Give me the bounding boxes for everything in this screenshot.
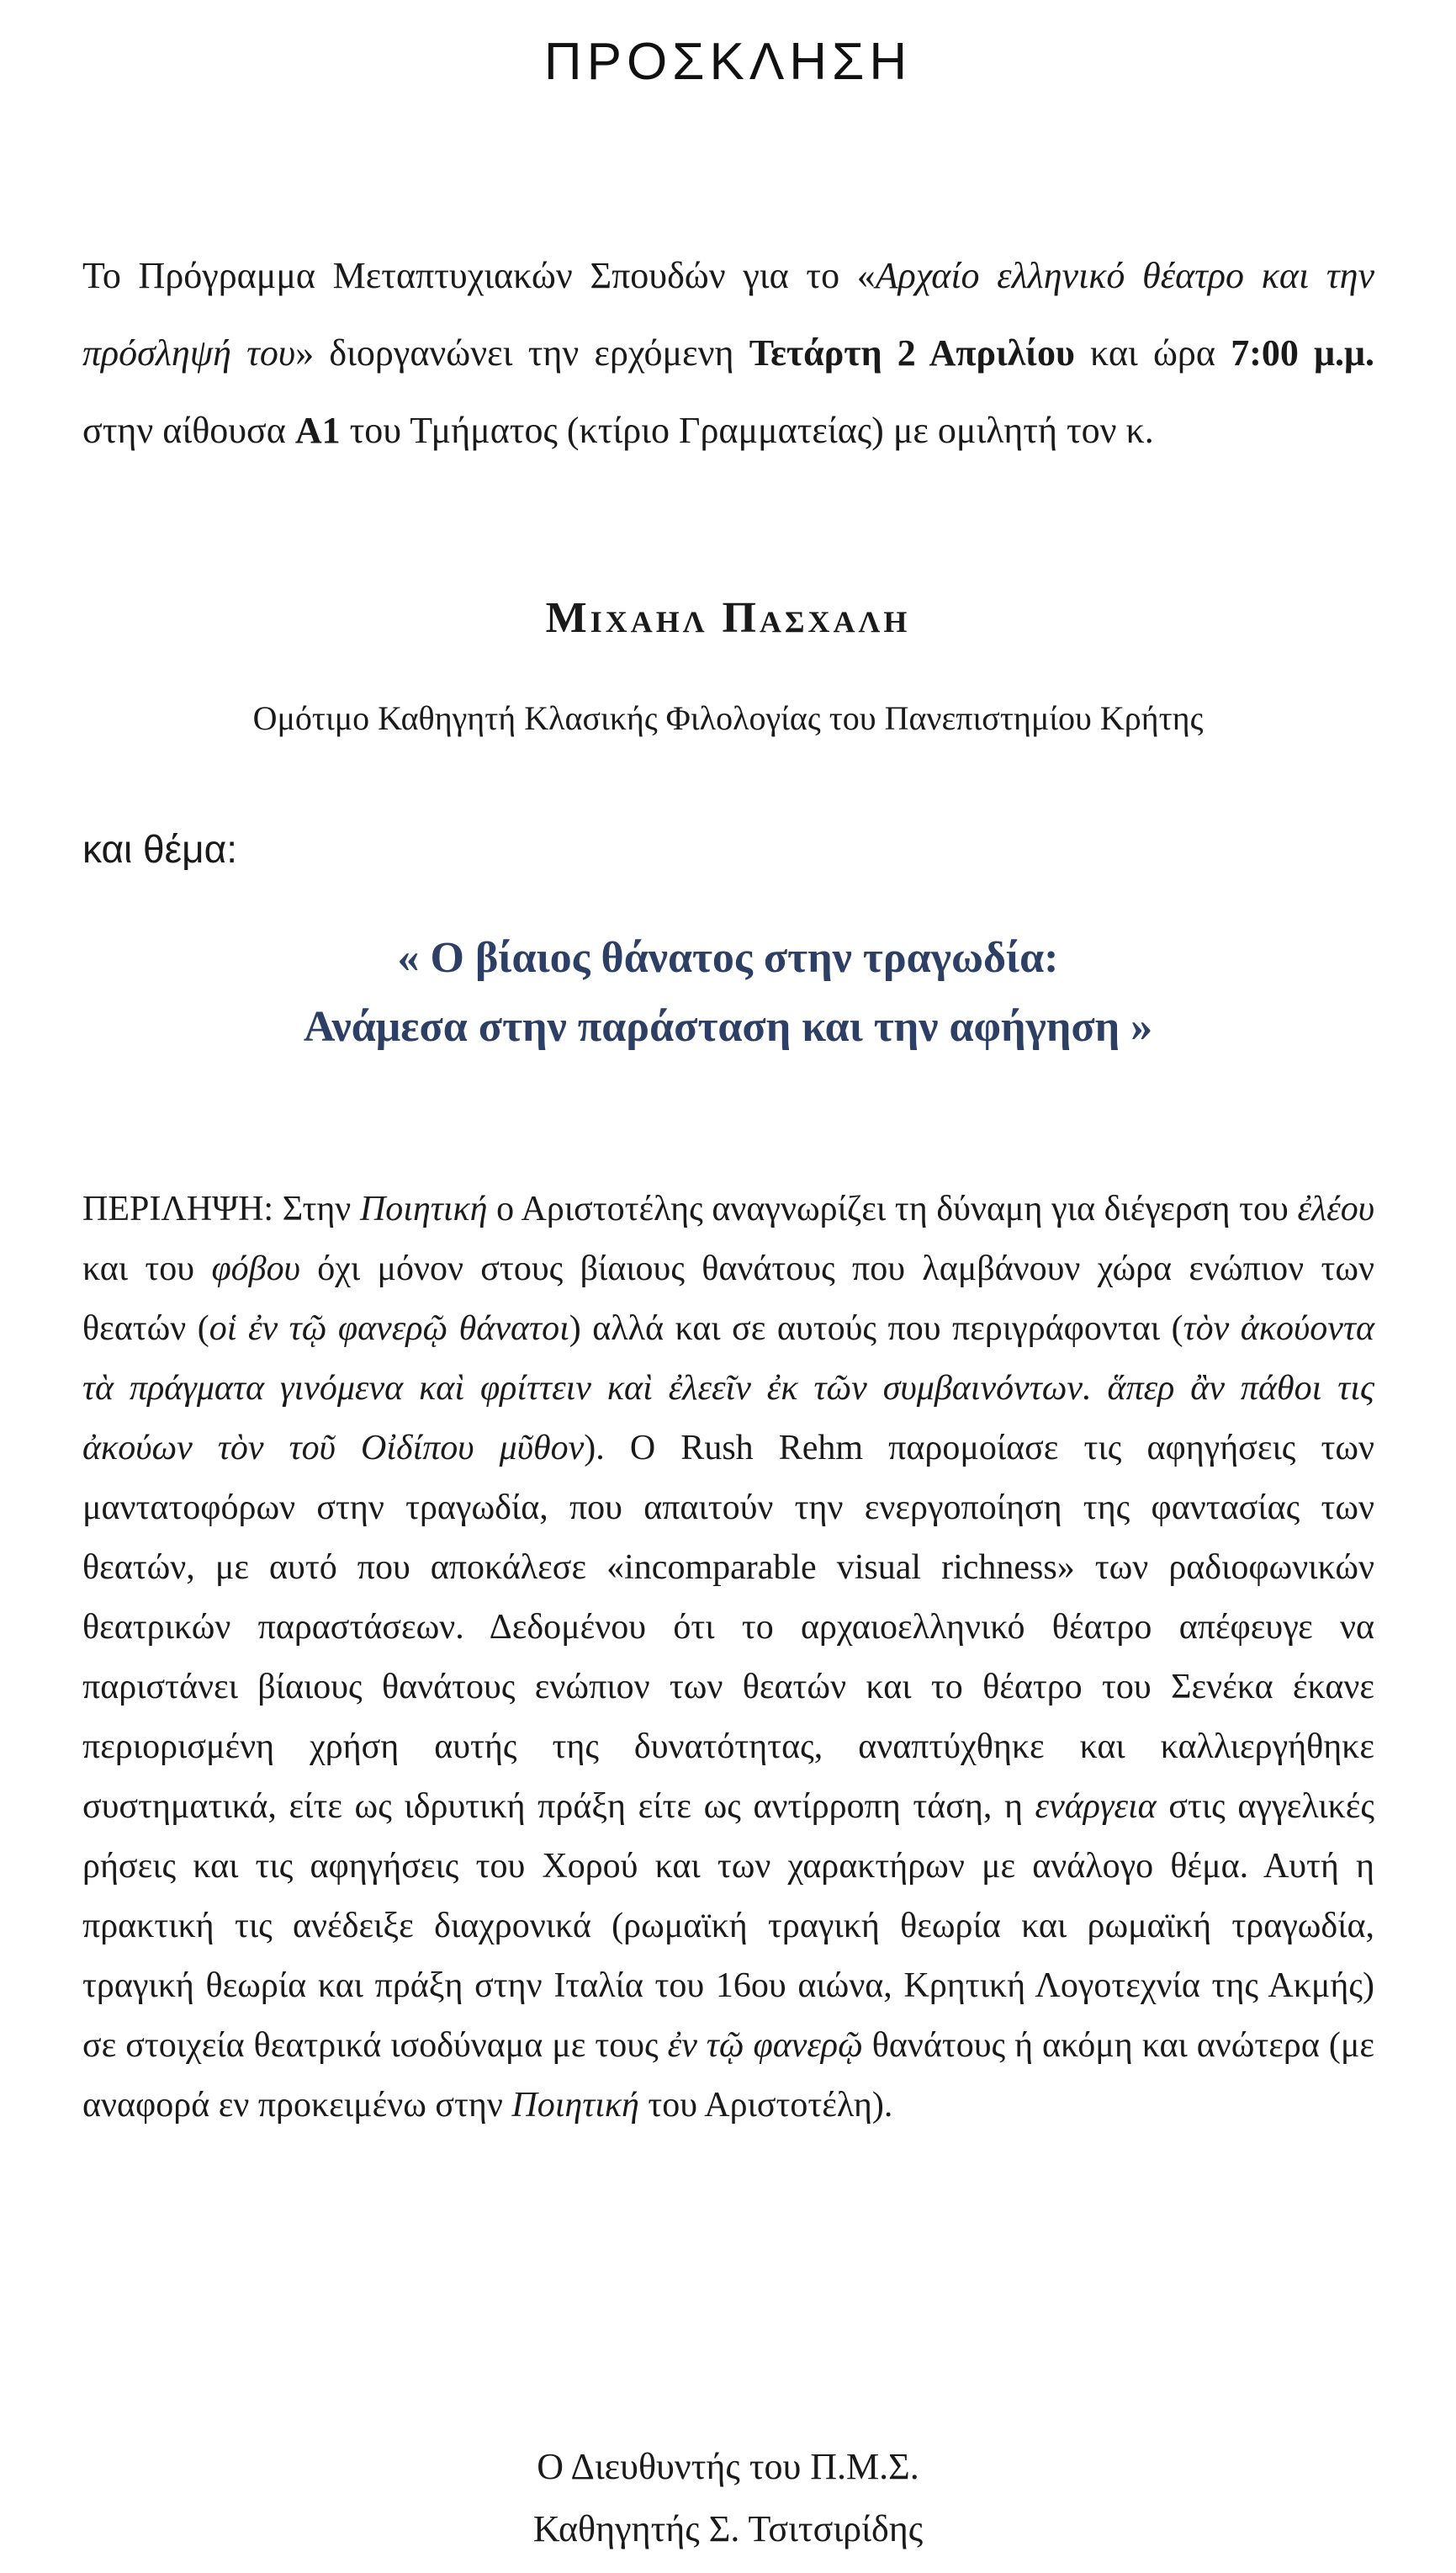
abstract-italic: Ποιητική (359, 1190, 488, 1228)
intro-text: » διοργανώνει την ερχόμενη (295, 332, 749, 374)
intro-text: Το Πρόγραμμα Μεταπτυχιακών Σπουδών για το « (82, 255, 876, 296)
signature-role: Ο Διευθυντής του Π.Μ.Σ. (537, 2446, 919, 2487)
abstract-text: στις αγγελικές ρήσεις και τις αφηγήσεις του Χορού και των χαρακτήρων με ανάλογο θέμα. Αυτή η πρακτική τις ανέδειξε διαχρονικά (ρωμαϊκή τραγική θεωρία και ρωμαϊκή τραγωδία, τραγική θεωρία και πράξη στην Ιταλία του 16ου αιώνα, Κρητική Λογοτεχνία της Ακμής) σε στοιχεία θεατρικά ισοδύναμα με τους (82, 1787, 1374, 2065)
abstract-italic: ἐλέου (1297, 1190, 1375, 1228)
abstract-text: θανάτους ή ακόμη και ανώτερα (με αναφορά εν προκειμένω στην (82, 2026, 1374, 2125)
abstract-text: και του (82, 1249, 212, 1288)
abstract-text: όχι μόνον στους βίαιους θανάτους που λαμβάνουν χώρα ενώπιον των θεατών ( (82, 1249, 1374, 1348)
abstract-italic: Ποιητική (511, 2086, 639, 2125)
abstract-text: ΠΕΡΙΛΗΨΗ: Στην (82, 1190, 360, 1228)
abstract-text: ) αλλά και σε αυτούς που περιγράφονται ( (569, 1309, 1183, 1348)
topic-line-2: Ανάμεσα στην παράσταση και την αφήγηση » (303, 1003, 1153, 1051)
abstract-italic: ενάργεια (1035, 1787, 1157, 1826)
abstract-italic: ἐν τῷ φανερῷ (667, 2026, 863, 2065)
signature-block (0, 2436, 1456, 2560)
intro-paragraph (82, 237, 1374, 470)
event-time: 7:00 μ.μ. (1231, 332, 1374, 374)
speaker-name: Μιχαηλ Πασχαλη (545, 594, 911, 642)
intro-text: και ώρα (1074, 332, 1231, 374)
abstract-italic: οἱ ἐν τῷ φανερῷ θάνατοι (209, 1309, 569, 1348)
abstract-text: ). Ο Rush Rehm παρομοίασε τις αφηγήσεις των μαντατοφόρων στην τραγωδία, που απαιτούν την ενεργοποίηση της φαντασίας των θεατών, με αυτό που αποκάλεσε «incomparable visual richness» των ραδιοφωνικών θεατρικών παραστάσεων. Δεδομένου ότι το αρχαιοελληνικό θέατρο απέφευγε να παριστάνει βίαιους θανάτους ενώπιον των θεατών και το θέατρο του Σενέκα έκανε περιορισμένη χρήση αυτής της δυνατότητας, αναπτύχθηκε και καλλιεργήθηκε συστηματικά, είτε ως ιδρυτική πράξη είτε ως αντίρροπη τάση, η (82, 1429, 1374, 1826)
intro-text: του Τμήματος (κτίριο Γραμματείας) με ομιλητή τον κ. (340, 410, 1154, 451)
document-title: ΠΡΟΣΚΛΗΣΗ (543, 33, 913, 91)
topic-label: και θέμα: (82, 827, 237, 871)
program-name: Αρχαίο ελληνικό θέατρο και την πρόσληψή του (82, 255, 1374, 374)
abstract-text: ο Αριστοτέλης αναγνωρίζει τη δύναμη για διέγερση του (487, 1190, 1298, 1228)
event-date: Τετάρτη 2 Απριλίου (749, 332, 1075, 374)
event-room: Α1 (294, 410, 341, 451)
speaker-title: Ομότιμο Καθηγητή Κλασικής Φιλολογίας του Πανεπιστημίου Κρήτης (252, 699, 1204, 737)
abstract-paragraph (82, 1180, 1374, 2135)
intro-text: στην αίθουσα (82, 410, 295, 451)
abstract-italic: φόβου (211, 1249, 300, 1288)
abstract-text: του Αριστοτέλη). (638, 2086, 893, 2125)
signature-name: Καθηγητής Σ. Τσιτσιρίδης (532, 2508, 924, 2549)
abstract-italic: τὸν ἀκούοντα τὰ πράγματα γινόμενα καὶ φρίττειν καὶ ἐλεεῖν ἐκ τῶν συμβαινόντων. ἅπερ ἂν πάθοι τις ἀκούων τὸν τοῦ Οἰδίπου μῦθον (82, 1309, 1374, 1467)
topic-line-1: « Ο βίαιος θάνατος στην τραγωδία: (397, 934, 1059, 982)
lecture-topic (0, 924, 1456, 1062)
